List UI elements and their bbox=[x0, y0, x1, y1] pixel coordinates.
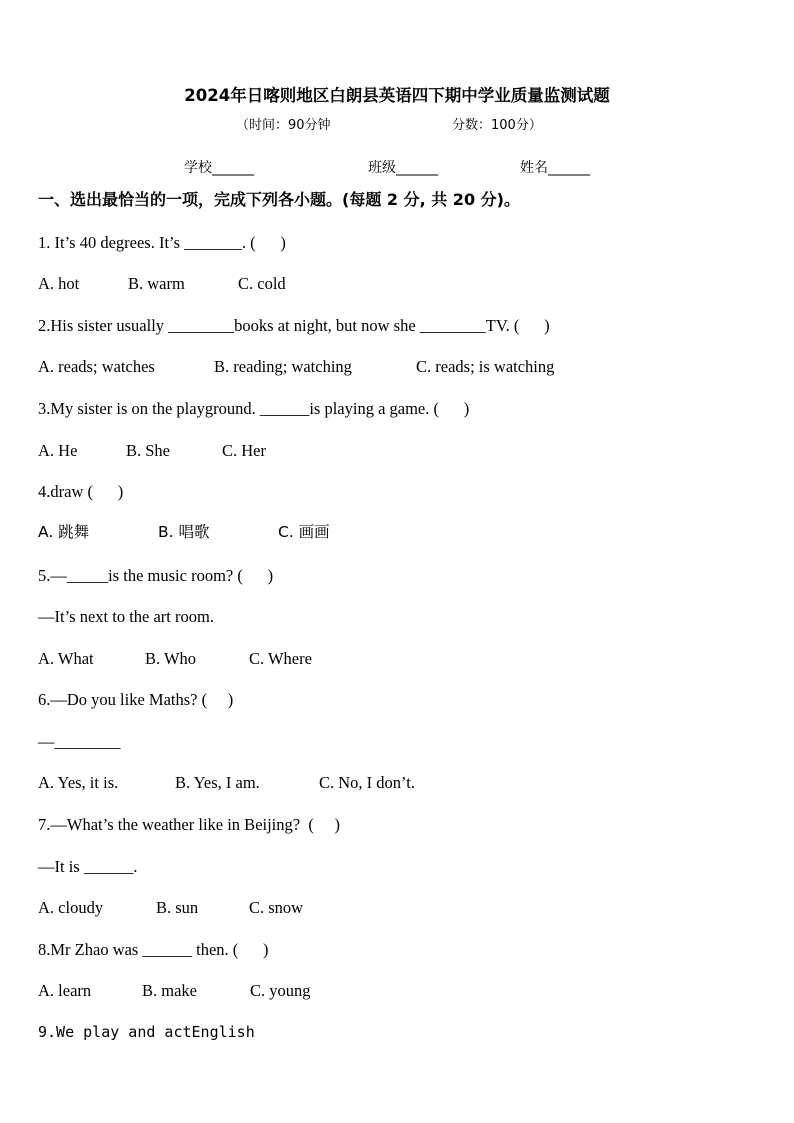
question-6-stem: 6.—Do you like Maths? ( ) bbox=[38, 690, 234, 709]
question-4-option-c: C. 画画 bbox=[278, 523, 330, 541]
question-6-answer: —________ bbox=[38, 732, 121, 751]
question-2-option-b: B. reading; watching bbox=[214, 357, 352, 376]
question-5-option-c: C. Where bbox=[249, 649, 312, 668]
question-3-option-a: A. He bbox=[38, 441, 78, 460]
question-1-stem: 1. It’s 40 degrees. It’s _______. ( ) bbox=[38, 233, 286, 252]
exam-time: （时间：90分钟 bbox=[236, 118, 331, 133]
exam-title: 2024年日喀则地区白朗县英语四下期中学业质量监测试题 bbox=[184, 86, 610, 105]
question-4-option-a: A. 跳舞 bbox=[38, 523, 90, 541]
question-5-stem: 5.—_____is the music room? ( ) bbox=[38, 566, 274, 585]
question-9-stem: 9.We play and actEnglish bbox=[38, 1023, 255, 1041]
question-7-option-a: A. cloudy bbox=[38, 898, 104, 917]
question-6-option-a: A. Yes, it is. bbox=[38, 773, 119, 792]
question-3-stem: 3.My sister is on the playground. ______is playing a game. ( ) bbox=[38, 399, 470, 418]
question-4-stem: 4.draw ( ) bbox=[38, 482, 124, 501]
question-1-option-b: B. warm bbox=[128, 274, 185, 293]
question-1-option-c: C. cold bbox=[238, 274, 286, 293]
question-3-option-b: B. She bbox=[126, 441, 171, 460]
question-1-option-a: A. hot bbox=[38, 274, 80, 293]
question-6-option-c: C. No, I don’t. bbox=[319, 773, 415, 792]
question-8-option-c: C. young bbox=[250, 981, 311, 1000]
question-7-option-b: B. sun bbox=[156, 898, 199, 917]
question-7-answer: —It is ______. bbox=[38, 857, 138, 876]
question-4-option-b: B. 唱歌 bbox=[158, 523, 210, 541]
question-8-option-b: B. make bbox=[142, 981, 197, 1000]
question-5-option-b: B. Who bbox=[145, 649, 197, 668]
section-heading: 一、选出最恰当的一项，完成下列各小题。(每题 2 分, 共 20 分)。 bbox=[38, 190, 520, 209]
question-5-option-a: A. What bbox=[38, 649, 94, 668]
school-field: 学校______ bbox=[184, 160, 254, 176]
question-2-option-a: A. reads; watches bbox=[38, 357, 155, 376]
exam-score: 分数：100分） bbox=[452, 118, 542, 133]
question-7-stem: 7.—What’s the weather like in Beijing? ( ) bbox=[38, 815, 340, 834]
question-5-answer: —It’s next to the art room. bbox=[38, 607, 214, 626]
question-2-option-c: C. reads; is watching bbox=[416, 357, 555, 376]
question-6-option-b: B. Yes, I am. bbox=[175, 773, 260, 792]
question-2-stem: 2.His sister usually ________books at night, but now she ________TV. ( ) bbox=[38, 316, 550, 335]
question-8-option-a: A. learn bbox=[38, 981, 92, 1000]
class-field: 班级______ bbox=[368, 160, 438, 176]
question-7-option-c: C. snow bbox=[249, 898, 304, 917]
question-8-stem: 8.Mr Zhao was ______ then. ( ) bbox=[38, 940, 269, 959]
question-3-option-c: C. Her bbox=[222, 441, 266, 460]
name-field: 姓名______ bbox=[520, 160, 590, 176]
